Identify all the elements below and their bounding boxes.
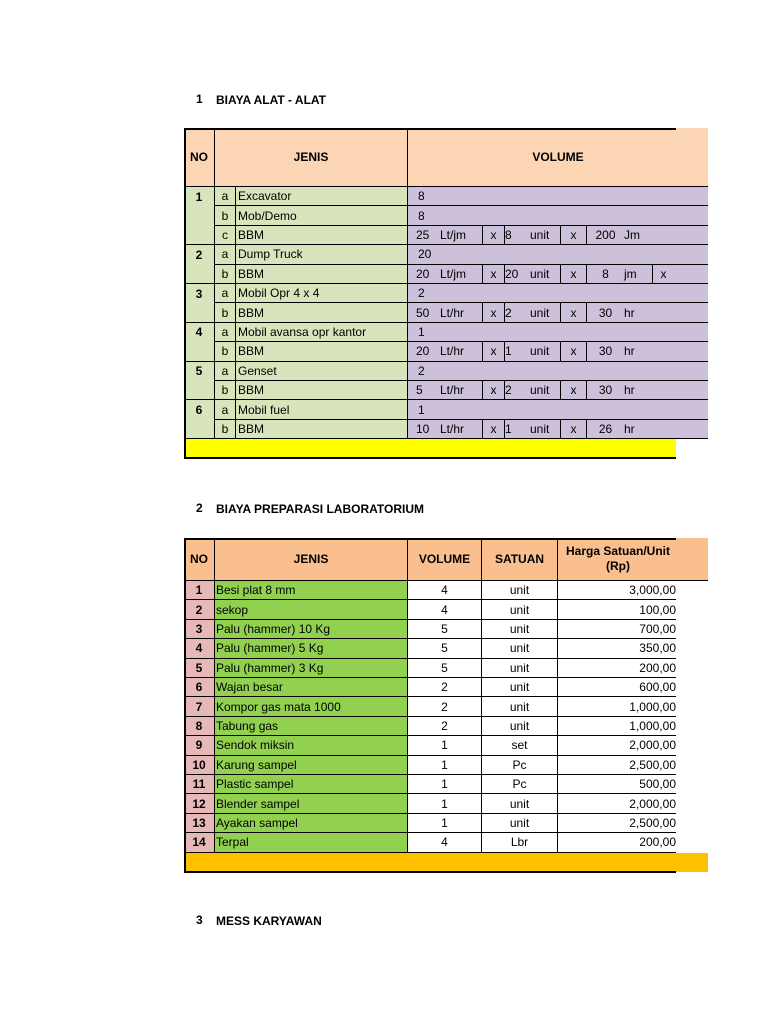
row-number: 6 (184, 678, 215, 697)
row-jenis: Besi plat 8 mm (215, 581, 408, 600)
row-jenis: Blender sampel (215, 794, 408, 813)
row-sub-letter: b (215, 206, 236, 225)
row-satuan: unit (482, 600, 558, 619)
row-satuan: unit (482, 697, 558, 716)
row-jenis: Excavator (236, 187, 408, 206)
volume-part: Lt/hr (440, 305, 465, 320)
volume-part: 30 (586, 342, 624, 360)
table-border (184, 538, 676, 873)
row-sub-letter: a (215, 400, 236, 419)
volume-part: jm (624, 266, 637, 281)
row-jenis: BBM (236, 381, 408, 400)
volume-part: x (560, 342, 586, 360)
row-jenis: Palu (hammer) 10 Kg (215, 620, 408, 639)
row-satuan: unit (482, 581, 558, 600)
row-volume: 4 (408, 833, 482, 852)
row-harga: 1,000,00 (558, 697, 676, 716)
row-harga: 3,000,00 (558, 581, 676, 600)
volume-part: 1 (504, 342, 530, 360)
row-satuan: unit (482, 639, 558, 658)
row-harga: 200,00 (558, 833, 676, 852)
header-jenis: JENIS (215, 128, 408, 187)
row-number: 2 (184, 600, 215, 619)
row-harga: 100,00 (558, 600, 676, 619)
row-harga: 200,00 (558, 659, 676, 678)
volume-part: unit (530, 227, 550, 242)
section-3-number: 3 (196, 913, 203, 927)
header-no: NO (184, 128, 215, 187)
section-1-number: 1 (196, 92, 203, 106)
row-jenis: Mobil fuel (236, 400, 408, 419)
volume-part: 8 (418, 189, 425, 204)
row-jenis: Plastic sampel (215, 775, 408, 794)
volume-part: x (482, 342, 504, 360)
volume-part: unit (530, 305, 550, 320)
row-number: 5 (184, 659, 215, 678)
row-volume: 5 (408, 620, 482, 639)
row-volume: 1 (408, 794, 482, 813)
volume-part: x (482, 420, 504, 438)
header-satuan: SATUAN (482, 538, 558, 581)
row-jenis: Karung sampel (215, 756, 408, 775)
row-number: 8 (184, 717, 215, 736)
row-harga: 2,000,00 (558, 736, 676, 755)
row-satuan: set (482, 736, 558, 755)
row-volume: 2 (408, 717, 482, 736)
volume-part: x (560, 381, 586, 399)
row-volume: 2 (408, 678, 482, 697)
row-jenis: Dump Truck (236, 245, 408, 264)
row-harga: 500,00 (558, 775, 676, 794)
row-number: 12 (184, 794, 215, 813)
volume-part: x (652, 265, 674, 283)
row-number: 3 (184, 284, 215, 303)
row-number: 14 (184, 833, 215, 852)
volume-part: unit (530, 266, 550, 281)
volume-part: 20 (416, 344, 430, 359)
volume-part: Lt/hr (440, 421, 465, 436)
row-number: 3 (184, 620, 215, 639)
row-jenis: BBM (236, 420, 408, 439)
row-jenis: Terpal (215, 833, 408, 852)
row-volume: 2 (408, 697, 482, 716)
row-jenis: Genset (236, 362, 408, 381)
section-3-title: MESS KARYAWAN (216, 914, 322, 928)
volume-part: hr (624, 383, 635, 398)
row-volume: 4 (408, 581, 482, 600)
volume-part: 200 (586, 226, 624, 244)
row-volume: 5 (408, 639, 482, 658)
row-sub-letter: b (215, 342, 236, 361)
row-jenis: Tabung gas (215, 717, 408, 736)
row-sub-letter: a (215, 284, 236, 303)
row-number: 4 (184, 639, 215, 658)
volume-part: 8 (586, 265, 624, 283)
row-volume: 1 (408, 756, 482, 775)
row-number: 1 (184, 187, 215, 206)
row-satuan: unit (482, 678, 558, 697)
volume-part: Jm (624, 227, 640, 242)
equipment-cost-table (184, 128, 708, 461)
row-jenis: BBM (236, 342, 408, 361)
volume-part: 20 (418, 247, 432, 262)
row-sub-letter: a (215, 323, 236, 342)
volume-part: hr (624, 421, 635, 436)
section-2-number: 2 (196, 501, 203, 515)
volume-part: x (560, 226, 586, 244)
volume-part: x (560, 303, 586, 321)
row-number: 6 (184, 400, 215, 419)
row-volume: 4 (408, 600, 482, 619)
row-satuan: unit (482, 814, 558, 833)
header-harga: Harga Satuan/Unit (Rp) (558, 538, 708, 581)
row-satuan: unit (482, 659, 558, 678)
row-satuan: unit (482, 717, 558, 736)
header-volume: VOLUME (408, 538, 482, 581)
header-jenis: JENIS (215, 538, 408, 581)
volume-part: x (482, 381, 504, 399)
row-harga: 600,00 (558, 678, 676, 697)
row-harga: 2,000,00 (558, 794, 676, 813)
row-jenis: Kompor gas mata 1000 (215, 697, 408, 716)
row-volume: 1 (408, 775, 482, 794)
row-sub-letter: a (215, 187, 236, 206)
row-jenis: Mob/Demo (236, 206, 408, 225)
row-number: 1 (184, 581, 215, 600)
volume-part: 10 (416, 421, 430, 436)
row-number: 13 (184, 814, 215, 833)
section-1-title: BIAYA ALAT - ALAT (216, 93, 326, 107)
volume-part: 1 (418, 324, 425, 339)
volume-part: 30 (586, 303, 624, 321)
row-sub-letter: b (215, 265, 236, 284)
row-volume: 5 (408, 659, 482, 678)
volume-part: 30 (586, 381, 624, 399)
volume-part: hr (624, 344, 635, 359)
row-sub-letter: a (215, 245, 236, 264)
volume-part: 5 (416, 383, 423, 398)
volume-part: x (560, 265, 586, 283)
row-jenis: BBM (236, 265, 408, 284)
row-satuan: Lbr (482, 833, 558, 852)
row-harga: 1,000,00 (558, 717, 676, 736)
row-number: 11 (184, 775, 215, 794)
row-jenis: Mobil avansa opr kantor (236, 323, 408, 342)
volume-part: Lt/jm (440, 266, 467, 281)
row-sub-letter: b (215, 303, 236, 322)
row-number: 4 (184, 323, 215, 342)
volume-part: 25 (416, 227, 430, 242)
volume-part: 1 (504, 420, 530, 438)
lab-preparation-table (184, 538, 708, 874)
header-volume: VOLUME (408, 128, 708, 187)
row-satuan: unit (482, 620, 558, 639)
volume-part: x (482, 226, 504, 244)
row-sub-letter: c (215, 226, 236, 245)
volume-part: Lt/hr (440, 383, 465, 398)
row-satuan: unit (482, 794, 558, 813)
row-harga: 350,00 (558, 639, 676, 658)
row-jenis: Ayakan sampel (215, 814, 408, 833)
volume-part: x (560, 420, 586, 438)
row-number: 9 (184, 736, 215, 755)
header-no: NO (184, 538, 215, 581)
volume-part: unit (530, 344, 550, 359)
row-harga: 2,500,00 (558, 756, 676, 775)
volume-part: unit (530, 383, 550, 398)
row-jenis: BBM (236, 303, 408, 322)
row-volume: 1 (408, 736, 482, 755)
volume-part: unit (530, 421, 550, 436)
volume-part: Lt/jm (440, 227, 467, 242)
section-2-title: BIAYA PREPARASI LABORATORIUM (216, 502, 425, 516)
row-number: 10 (184, 756, 215, 775)
row-harga: 2,500,00 (558, 814, 676, 833)
volume-part: x (482, 265, 504, 283)
row-satuan: Pc (482, 756, 558, 775)
row-volume: 1 (408, 814, 482, 833)
row-sub-letter: b (215, 381, 236, 400)
volume-part: hr (624, 305, 635, 320)
row-jenis: Palu (hammer) 5 Kg (215, 639, 408, 658)
row-sub-letter: b (215, 420, 236, 439)
volume-part: 2 (504, 303, 530, 321)
volume-part: 50 (416, 305, 430, 320)
volume-part: 1 (418, 402, 425, 417)
row-jenis: BBM (236, 226, 408, 245)
volume-part: 8 (504, 226, 530, 244)
row-jenis: Wajan besar (215, 678, 408, 697)
row-jenis: sekop (215, 600, 408, 619)
volume-part: 2 (504, 381, 530, 399)
row-harga: 700,00 (558, 620, 676, 639)
row-sub-letter: a (215, 362, 236, 381)
row-number: 7 (184, 697, 215, 716)
row-jenis: Mobil Opr 4 x 4 (236, 284, 408, 303)
row-jenis: Palu (hammer) 3 Kg (215, 659, 408, 678)
row-number: 2 (184, 245, 215, 264)
row-number: 5 (184, 362, 215, 381)
volume-part: 26 (586, 420, 624, 438)
row-jenis: Sendok miksin (215, 736, 408, 755)
volume-part: Lt/hr (440, 344, 465, 359)
row-satuan: Pc (482, 775, 558, 794)
volume-part: 2 (418, 363, 425, 378)
volume-part: x (482, 303, 504, 321)
volume-part: 8 (418, 208, 425, 223)
volume-part: 2 (418, 286, 425, 301)
volume-part: 20 (504, 265, 530, 283)
table-border (184, 128, 676, 459)
volume-part: 20 (416, 266, 430, 281)
